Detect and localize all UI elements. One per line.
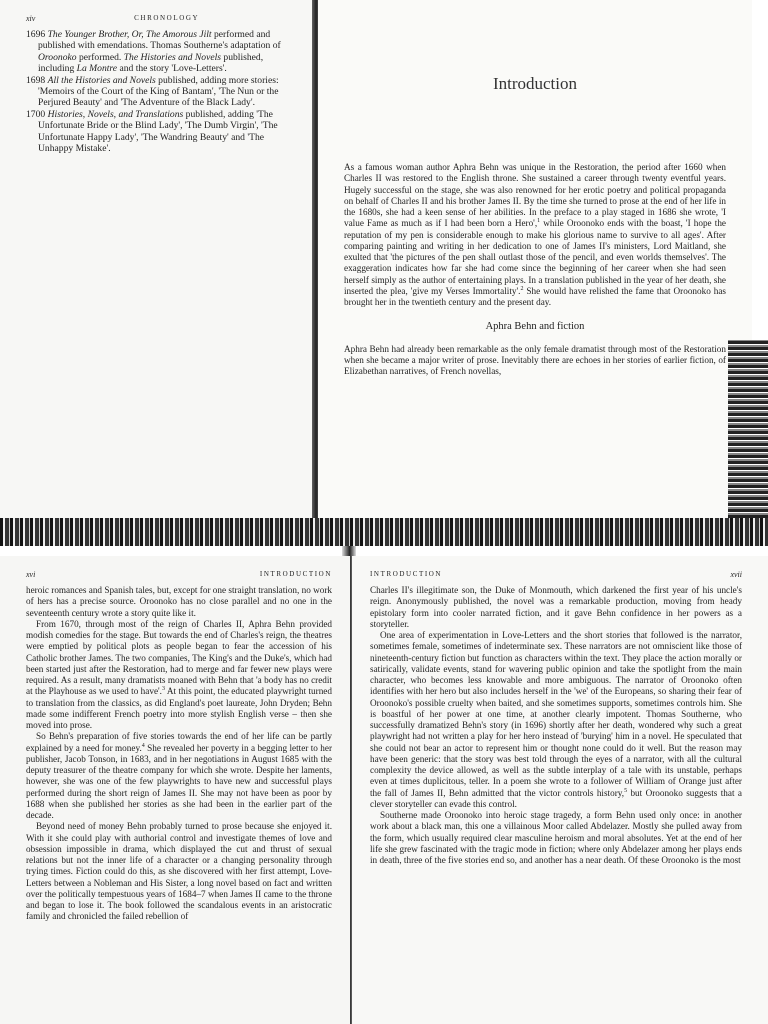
paragraph: Aphra Behn had already been remarkable as the only female dramatist through most of the Restoration when she became a major writer of prose. Inevitably there are echoes in her stories of earlier fiction, of Elizabethan narratives, of French novellas, xyxy=(344,343,726,376)
page-introduction xyxy=(318,0,752,518)
page-number: xiv xyxy=(26,14,36,23)
entry-year: 1700 xyxy=(26,108,48,120)
chronology-list xyxy=(26,29,298,154)
paragraph: Southerne made Oroonoko into heroic stage tragedy, a form Behn used only once: in another work about a black man, this one a villainous Moor called Abdelazer. Mostly she pulled away from the form, which usually required clear masculine heroism and moral absolutes. Yet at the end of her life she grew fascinated with the tragic mode in fiction; where only Abdelazer among her plays ends in death, three of the five stories end so, and another has a near death. Of these Oroonoko is the most xyxy=(370,810,742,865)
paragraph: From 1670, through most of the reign of Charles II, Aphra Behn provided modish comedies for the stage. But towards the end of Charles's reign, the theatres were emptied by political plots as people began to fear the accession of his Catholic brother James. The two companies, The King's and the Duke's, which had been started just after the Restoration, had to merge and far fewer new plays were required. As a result, many dramatists moaned with Behn that 'a body has no credit at the Playhouse as we used to have'.$^3$ At this point, the educated playwright turned to translation from the classics, as did England's poet laureate, John Dryden; Behn made some indifferent French poetry into more stylish English verse – then she moved into prose. xyxy=(26,618,332,730)
page-number: xvi xyxy=(26,570,36,579)
footnote-ref[interactable]: 2 xyxy=(520,285,524,292)
paragraph: heroic romances and Spanish tales, but, except for one straight translation, no work of hers has a precise source. Oroonoko has no close parallel and no one in the seventeenth century wrote a story quite like it. xyxy=(26,585,332,618)
running-title: CHRONOLOGY xyxy=(134,14,200,22)
chronology-entry: 1698 All the Histories and Novels published, adding more stories: 'Memoirs of the Court of the King of Bantam', 'The Nun or the Perjured Beauty' and 'The Adventure of the Black Lady'. xyxy=(26,74,279,109)
entry-year: 1698 xyxy=(26,74,48,86)
section-heading: Aphra Behn and fiction xyxy=(485,321,585,333)
running-header xyxy=(26,570,332,579)
page-xvi xyxy=(0,556,350,1024)
paragraph: As a famous woman author Aphra Behn was unique in the Restoration, the period after 1660 when Charles II was restored to the English throne. She sustained a career through twenty eventful years. Hugely successful on the stage, she was also renowned for her erotic poetry and political propaganda on behalf of Charles II and his brother James II. By the time she turned to prose at the end of her life in the 1680s, she had a keen sense of her abilities. In the preface to a play staged in 1686 she wrote, 'I value Fame as much as if I had been born a Hero',$^1$ while Oroonoko ends with the boast, 'I hope the reputation of my pen is considerable enough to make his glorious name to survive to all ages'. After comparing painting and writing in her dedication to one of James II's ministers, Lord Maitland, she exulted that 'the pictures of the pen shall outlast those of the pencil, and even worlds themselves'. The exaggeration indicates how far she had come since the beginning of her career when she had seen herself simply as the author of entertaining plays. In a translation published in the year of her death, she inserted the plea, 'give my Verses Immortality'.$^2$ She would have relished the fame that Oroonoko has brought her in the twentieth century and the present day. xyxy=(344,162,726,307)
running-header xyxy=(370,570,742,579)
body-text xyxy=(370,585,742,866)
page-number: xvii xyxy=(730,570,742,579)
running-title: INTRODUCTION xyxy=(259,570,332,578)
scan-gap xyxy=(0,518,768,546)
chapter-title: Introduction xyxy=(492,74,578,93)
page-xvii xyxy=(352,556,768,1024)
paragraph: One area of experimentation in Love-Letters and the short stories that followed is the narrator, sometimes female, sometimes of indeterminate sex. These narrators are not omniscient like those of nineteenth-century fiction but function as characters within the text. They place the action morally or satirically, validate events, stand for wavering public opinion and take the spotlight from the main character, who becomes less knowable and more ambiguous. The narrator of Oroonoko often identifies with her hero but also includes herself in the 'we' of the Europeans, so sharing their fear of Oroonoko's possible cruelty when baited, and she sometimes supports, sometimes controls him. She is boastful of her power at one time, at another clearly impotent. Thomas Southerne, who successfully dramatized Behn's story (in 1696) shortly after her death, wondered why such a great playwright had not written a play for her hero instead of 'burying' him in a novel. He speculated that she could not bear an actor to represent him or thought none could do it well. But the reason may have been generic: that the story was best told through the eyes of a narrator, with all the cultural complexity the device allowed, as well as the subtle interplay of a tale with its unstable, perhaps even at times duplicitous, teller. In a poem she wrote to a follower of William of Orange just after the fall of James II, Behn admitted that the victor controls history,$^5$ but Oroonoko suggests that a clever storyteller can evade this control. xyxy=(370,630,742,809)
paragraph: Charles II's illegitimate son, the Duke of Monmouth, which darkened the first year of his uncle's reign. Anonymously published, the novel was a remarkable production, moving from heady epistolary form into cooler narrated fiction, and it gave Behn confidence in her powers as a storyteller. xyxy=(370,585,742,629)
footnote-ref[interactable]: 5 xyxy=(624,787,628,794)
footnote-ref[interactable]: 4 xyxy=(141,742,145,749)
entry-year: 1696 xyxy=(26,29,48,40)
page-xiv xyxy=(0,0,312,518)
scan-artifact xyxy=(728,340,768,518)
running-title: INTRODUCTION xyxy=(370,570,443,578)
paragraph: So Behn's preparation of five stories towards the end of her life can be partly explained by a need for money.$^4$ She revealed her poverty in a begging letter to her publisher, Jacob Tonson, in 1683, and in her negotiations in August 1685 with the deputy treasurer of the theatre company for which she wrote. Despite her laments, however, she was one of the few playwrights to have new and successful plays performed during the short reign of James II. She may not have been as poor by 1688 when she published her stories as she had been in the earlier part of the decade. xyxy=(26,731,333,820)
footnote-ref[interactable]: 3 xyxy=(161,686,165,693)
paragraph: Beyond need of money Behn probably turned to prose because she enjoyed it. With it she could play with authorial control and investigate themes of love and obsession impossible in drama, which displayed the cut and thrust of sexual relations but not the inner life of a character or a changing personality through trying times. Fiction could do this, as she discovered with her first attempt, Love-Letters between a Nobleman and His Sister, a long novel based on fact and written over the politically tempestuous years of 1684–7 when James II came to the throne and began to lose it. The book followed the scandalous events in an aristocratic family and chronicled the failed rebellion of xyxy=(26,821,332,922)
chronology-entry: 1700 Histories, Novels, and Translations published, adding 'The Unfortunate Bride or the Blind Lady', 'The Dumb Virgin', 'The Unfortunate Happy Lady', 'The Wandring Beauty' and 'The Unhappy Mistake'. xyxy=(26,108,278,155)
footnote-ref[interactable]: 1 xyxy=(537,218,541,225)
body-text xyxy=(344,162,726,377)
body-text xyxy=(26,585,332,923)
running-header xyxy=(26,14,298,23)
chronology-entry: 1696 The Younger Brother, Or, The Amorous Jilt performed and published with emendations. Thomas Southerne's adaptation of Oroonoko performed. The Histories and Novels published, including La Montre and the story 'Love-Letters'. xyxy=(26,29,281,75)
